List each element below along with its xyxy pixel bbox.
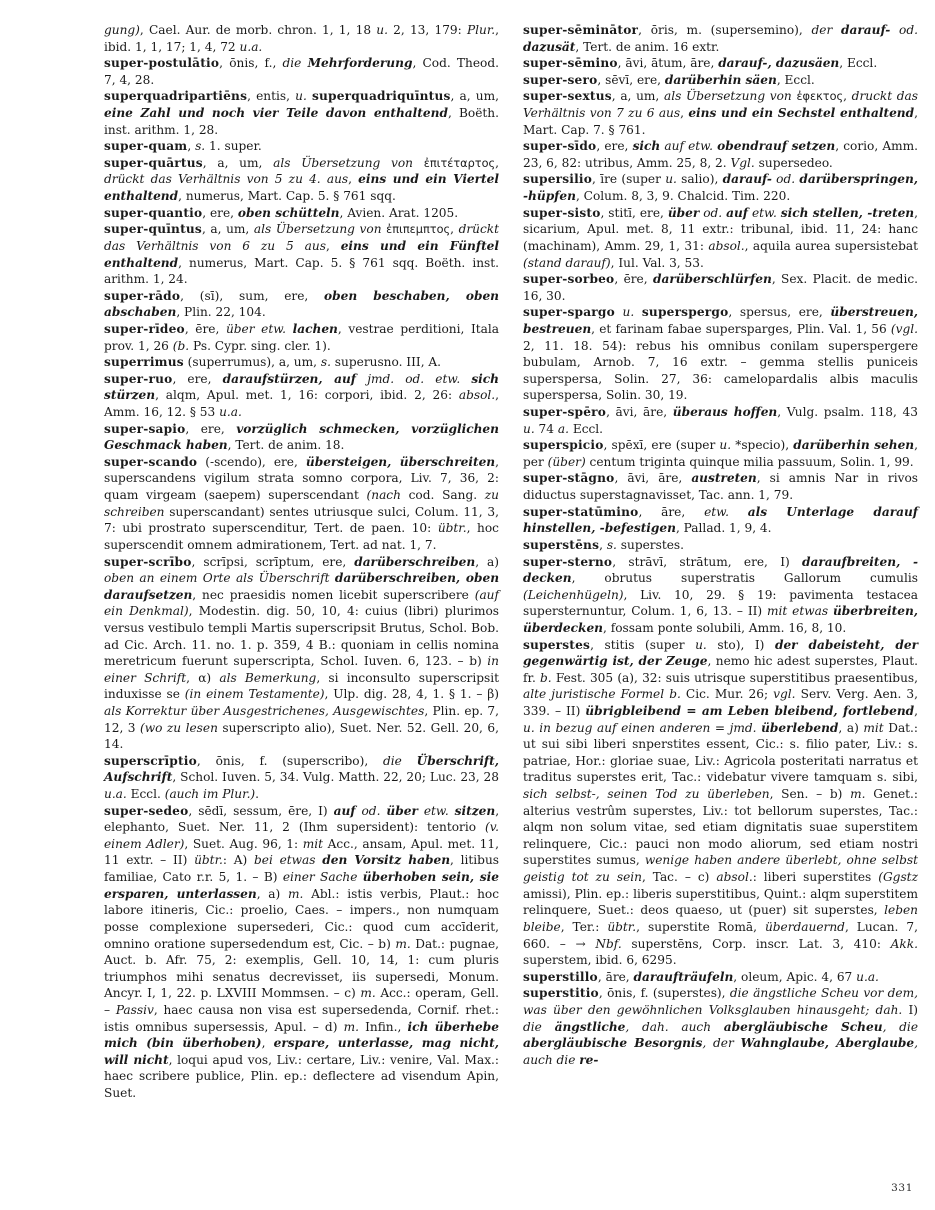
dictionary-entry: super-sextus, a, um, als Übersetzung von ἐφεκτος, druckt das Verhältnis von 7 zu 6 aus, eins und ein Sechstel enthaltend, Mart. Cap. 7. § 761. xyxy=(523,89,919,137)
dictionary-entry: superscrīptio, ōnis, f. (superscribo), die Überschrift, Aufschrift, Schol. Iuven. 5, 34. Vulg. Matth. 22, 20; Luc. 23, 28 u.a. Eccl. (auch im Plur.). xyxy=(104,753,499,802)
dictionary-entry: super-rādo, (sī), sum, ere, oben beschaben, oben abschaben, Plin. 22, 104. xyxy=(104,288,499,320)
dictionary-entry: superstitio, ōnis, f. (superstes), die ängstliche Scheu vor dem, was über den gewöhnlichen Volksglauben hinausgeht; dah. I) die ängstliche, dah. auch abergläubische Scheu, die abergläubische Besorgnis, der Wahnglaube, Aberglaube, auch die re- xyxy=(523,986,919,1067)
dictionary-entry: super-sēminātor, ōris, m. (supersemino), der darauf- od. dazusät, Tert. de anim. 16 extr. xyxy=(523,23,918,54)
dictionary-entry: super-sterno, strāvī, strātum, ere, I) daraufbreiten, -decken, obrutus superstratis Gallorum cumulis (Leichenhügeln), Liv. 10, 29. § 19: pavimenta testacea supersternuntur, Colum. 1, 6, 13. – II) mit etwas überbreiten, überdecken, fossam ponte solubili, Amm. 16, 8, 10. xyxy=(523,554,919,635)
dictionary-entry: super-sorbeo, ēre, darüberschlürfen, Sex. Placit. de medic. 16, 30. xyxy=(523,272,918,303)
dictionary-entry: super-statūmino, āre, etw. als Unterlage darauf hinstellen, -befestigen, Pallad. 1, 9, 4. xyxy=(523,504,919,536)
article-continuation: gung), Cael. Aur. de morb. chron. 1, 1, 18 u. 2, 13, 179: Plur., ibid. 1, 1, 17; 1, 4, 72 u.a. xyxy=(104,23,500,54)
two-column-text-body xyxy=(104,22,918,1102)
dictionary-entry: super-quārtus, a, um, als Übersetzung von ἐπιτέταρτος, drückt das Verhältnis von 5 zu 4. aus, eins und ein Viertel enthaltend, numerus, Mart. Cap. 5. § 761 sqq. xyxy=(104,155,500,204)
page-number: 331 xyxy=(891,1182,913,1194)
dictionary-entry: super-quīntus, a, um, als Übersetzung von ἐπιπεμπτος, drückt das Verhältnis von 6 zu 5 aus, eins und ein Fünftel enthaltend, numerus, Mart. Cap. 5. § 761 sqq. Boëth. inst. arithm. 1, 24. xyxy=(104,222,500,287)
dictionary-entry: super-ruo, ere, daraufstürzen, auf jmd. od. etw. sich stürzen, alqm, Apul. met. 1, 16: corpori, ibid. 2, 26: absol., Amm. 16, 12. § 53 u.a. xyxy=(104,371,499,420)
dictionary-entry: super-scando (-scendo), ere, übersteigen, überschreiten, superscandens vigilum strata somno corpora, Liv. 7, 36, 2: quam virgeam (saepem) superscendant (nach cod. Sang. zu schreiben superscandant) sentes utriusque sulci, Colum. 11, 3, 7: ubi prostrato superscenditur, Tert. de paen. 10: übtr., hoc superscendit omnem admirationem, Tert. ad nat. 1, 7. xyxy=(104,454,499,552)
dictionary-entry: super-quantio, ere, oben schütteln, Avien. Arat. 1205. xyxy=(104,205,459,220)
left-column xyxy=(104,22,499,1102)
dictionary-entry: superstes, stitis (super u. sto), I) der dabeisteht, der gegenwärtig ist, der Zeuge, nemo hic adest superstes, Plaut. fr. b. Fest. 305 (a), 32: suis utrisque superstitibus praesentibus, alte juristische Formel b. Cic. Mur. 26; vgl. Serv. Verg. Aen. 3, 339. – II) übrigbleibend = am Leben bleibend, fortlebend, u. in bezug auf einen anderen = jmd. überlebend, a) mit Dat.: ut sui sibi liberi snperstites essent, Cic.: s. filio pater, Liv.: s. patriae, Hor.: gloriae suae, Liv.: Agricola posteritati narratus et traditus superstes erit, Tac.: videbatur vivere tamquam s. sibi, sich selbst-, seinen Tod zu überleben, Sen. – b) m. Genet.: alterius vestrûm superstes, Liv.: tot bellorum superstes, Tac.: alqm non solum vitae, sed etiam dignitatis suae superstitem relinquere, Cic.: pauci non modo aliorum, sed etiam nostri superstites sumus, wenige haben andere überlebt, ohne selbst geistig tot zu sein, Tac. – c) absol.: liberi superstites (Ggstz amissi), Plin. ep.: liberis superstitibus, Quint.: alqm superstitem relinquere, Suet.: deos quaeso, ut (puer) sit superstes, leben bleibe, Ter.: übtr., superstite Romā, überdauernd, Lucan. 7, 660. – → Nbf. superstēns, Corp. inscr. Lat. 3, 410: Akk. superstem, ibid. 6, 6295. xyxy=(523,637,919,968)
dictionary-entry: super-rīdeo, ēre, über etw. lachen, vestrae perditioni, Itala prov. 1, 26 (b. Ps. Cypr. sing. cler. 1). xyxy=(104,321,500,353)
dictionary-entry: supersilio, īre (super u. salio), darauf- od. darüberspringen, -hüpfen, Colum. 8, 3, 9. Chalcid. Tim. 220. xyxy=(523,172,919,204)
dictionary-entry: super-quam, s. 1. super. xyxy=(104,139,262,154)
dictionary-entry: superrimus (superrumus), a, um, s. superusno. III, A. xyxy=(104,355,442,370)
dictionary-entry: superstillo, āre, daraufträufeln, oleum, Apic. 4, 67 u.a. xyxy=(523,969,879,984)
dictionary-entry: super-sapio, ere, vorzüglich schmecken, vorzüglichen Geschmack haben, Tert. de anim. 18. xyxy=(104,421,499,453)
dictionary-entry: superstēns, s. superstes. xyxy=(523,537,684,552)
dictionary-entry: super-sisto, stitī, ere, über od. auf etw. sich stellen, -treten, sicarium, Apul. met. 8, 11 extr.: tribunal, ibid. 11, 24: hanc (machinam), Amm. 29, 1, 31: absol., aquila aurea supersistebat (stand darauf), Iul. Val. 3, 53. xyxy=(523,205,918,270)
dictionary-entry: super-sedeo, sēdī, sessum, ēre, I) auf od. über etw. sitzen, elephanto, Suet. Ner. 11, 2 (Ihm supersident): tentorio (v. einem Adler), Suet. Aug. 96, 1: mit Acc., ansam, Apul. met. 11, 11 extr. – II) übtr.: A) bei etwas den Vorsitz haben, litibus familiae, Cato r.r. 5, 1. – B) einer Sache überhoben sein, sie ersparen, unterlassen, a) m. Abl.: istis verbis, Plaut.: hoc labore itineris, Cic.: proelio, Caes. – impers., non numquam posse complexione supersederi, Cic.: quod cum accīderit, omnino oratione supersedendum est, Cic. – b) m. Dat.: pugnae, Auct. b. Afr. 75, 2: exemplis, Gell. 10, 14, 1: cum pluris triumphos mihi senatus decrevisset, iis supersedi, Monum. Ancyr. I, 1, 22. p. LXVIII Mommsen. – c) m. Acc.: operam, Gell. – Passiv, haec causa non visa est supersedenda, Cornif. rhet.: istis omnibus supersessis, Apul. – d) m. Infin., ich überhebe mich (bin überhoben), erspare, unterlasse, mag nicht, will nicht, loqui apud vos, Liv.: certare, Liv.: venire, Val. Max.: haec scribere publice, Plin. ep.: deflectere ad visendum Apin, Suet. xyxy=(104,803,500,1100)
dictionary-entry: super-stāgno, āvi, āre, austreten, si amnis Nar in rivos diductus superstagnavisset, Tac. ann. 1, 79. xyxy=(523,471,918,503)
dictionary-entry: super-spargo u. superspergo, spersus, ere, überstreuen, bestreuen, et farinam fabae supersparges, Plin. Val. 1, 56 (vgl. 2, 11. 18. 54): rebus his omnibus conilam superspergere bubulam, Arnob. 7, 16 extr. – gemma stellis puniceis superspersa, Solin. 27, 36: camelopardalis albis maculis superspersa, Solin. 30, 19. xyxy=(523,305,918,403)
dictionary-entry: super-sero, sēvī, ere, darüberhin säen, Eccl. xyxy=(523,72,815,87)
dictionary-entry: super-sīdo, ere, sich auf etw. obendrauf setzen, corio, Amm. 23, 6, 82: utribus, Amm. 25, 8, 2. Vgl. supersedeo. xyxy=(523,139,918,170)
dictionary-entry: superspicio, spēxī, ere (super u. *specio), darüberhin sehen, per (über) centum triginta quinque milia passuum, Solin. 1, 99. xyxy=(523,438,918,469)
right-column xyxy=(523,22,918,1102)
dictionary-entry: super-postulātio, ōnis, f., die Mehrforderung, Cod. Theod. 7, 4, 28. xyxy=(104,56,499,87)
dictionary-entry: super-sēmino, āvi, ātum, āre, darauf-, dazusäen, Eccl. xyxy=(523,56,878,71)
dictionary-entry: super-spēro, āvi, āre, überaus hoffen, Vulg. psalm. 118, 43 u. 74 a. Eccl. xyxy=(523,405,918,436)
dictionary-entry: superquadripartiēns, entis, u. superquadriquīntus, a, um, eine Zahl und noch vier Teile davon enthaltend, Boëth. inst. arithm. 1, 28. xyxy=(104,89,499,137)
dictionary-entry: super-scrībo, scrīpsi, scrīptum, ere, darüberschreiben, a) oben an einem Orte als Überschrift darüberschreiben, oben daraufsetzen, nec praesidis nomen licebit superscribere (auf ein Denkmal), Modestin. dig. 50, 10, 4: cuius (libri) plurimos versus vestibulo templi Martis superscripsit Brutus, Schol. Bob. ad Cic. Arch. 11. no. 1. p. 359, 4 B.: quoniam in cellis nomina meretricum fuerunt superscripta, Schol. Iuven. 6, 123. – b) in einer Schrift, α) als Bemerkung, si inconsulto superscripsit induxisse se (in einem Testamente), Ulp. dig. 28, 4, 1. § 1. – β) als Korrektur über Ausgestrichenes, Ausgewischtes, Plin. ep. 7, 12, 3 (wo zu lesen superscripto alio), Suet. Ner. 52. Gell. 20, 6, 14. xyxy=(104,554,500,752)
